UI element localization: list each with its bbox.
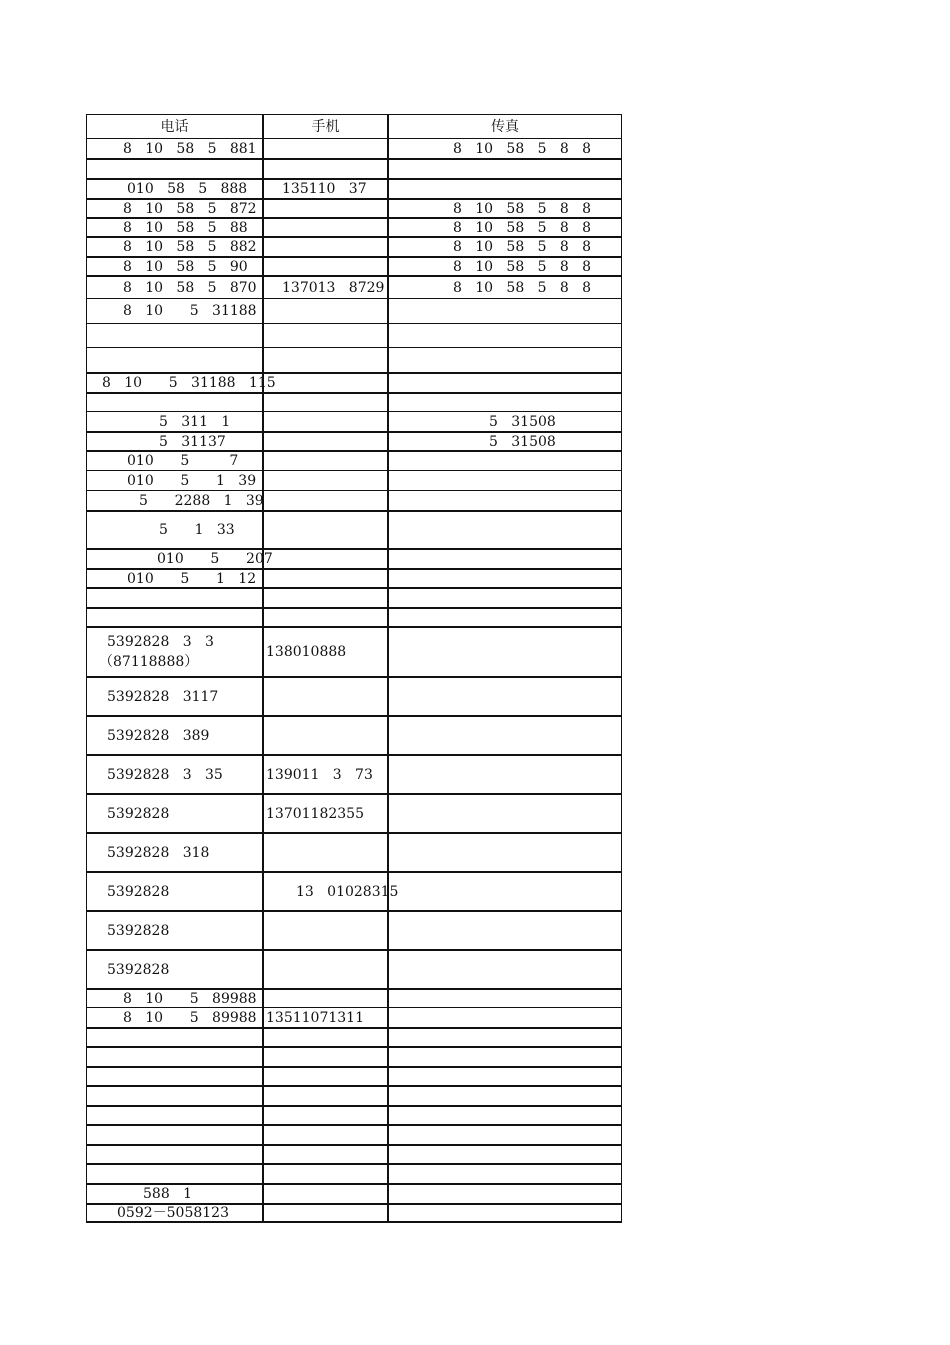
cell-fax: [387, 412, 622, 431]
cell-fax: [387, 324, 622, 347]
table-row: [86, 832, 622, 871]
phone-value: 5 2288 1 39: [139, 492, 264, 509]
cell-phone-content: [87, 453, 238, 469]
cell-phone-content: [87, 259, 248, 275]
cell-mobile: [262, 200, 387, 217]
cell-mobile: [262, 1165, 387, 1183]
cell-phone-content: [87, 239, 257, 255]
cell-mobile: [262, 1029, 387, 1046]
cell-phone: [86, 1068, 262, 1085]
cell-phone-content: [87, 1010, 257, 1026]
header-fax-label: 传真: [491, 118, 519, 135]
cell-fax-content: [389, 141, 591, 157]
cell-phone-content: [87, 303, 257, 319]
cell-fax: [387, 795, 622, 832]
cell-phone-content: [87, 571, 256, 587]
fax-value: 8 10 58 5 8 8: [453, 258, 592, 275]
cell-phone: [86, 471, 262, 490]
cell-fax: [387, 258, 622, 275]
table-row: [86, 1066, 622, 1085]
cell-phone: [86, 609, 262, 626]
cell-phone: [86, 951, 262, 988]
cell-mobile: [262, 609, 387, 626]
cell-fax-content: [389, 434, 556, 450]
fax-value: 8 10 58 5 8 8: [453, 279, 592, 296]
cell-mobile: [262, 452, 387, 470]
fax-value: 8 10 58 5 8 8: [453, 239, 592, 255]
cell-fax: [387, 348, 622, 372]
cell-fax-content: [389, 220, 591, 236]
cell-mobile: [262, 512, 387, 548]
table-row: [86, 431, 622, 450]
cell-fax: [387, 1029, 622, 1046]
cell-mobile: [262, 1087, 387, 1105]
cell-fax: [387, 834, 622, 871]
cell-phone-content: [87, 767, 223, 783]
cell-phone: [86, 628, 262, 676]
cell-mobile: [262, 756, 387, 793]
phone-value: 5 31137: [159, 433, 226, 450]
cell-phone-content: [87, 181, 247, 197]
table-row: [86, 715, 622, 754]
cell-phone: [86, 277, 262, 298]
mobile-value: 138010888: [266, 644, 347, 660]
cell-mobile: [262, 717, 387, 754]
table-row: [86, 450, 622, 470]
phone-value: 8 10 58 5 872: [123, 200, 257, 217]
cell-fax: [387, 756, 622, 793]
cell-mobile: [262, 873, 399, 910]
cell-mobile: [262, 299, 387, 323]
table-row: [86, 1183, 622, 1203]
phone-secondary-value: （87118888）: [99, 654, 199, 670]
table-row: [86, 236, 622, 256]
phone-value: 8 10 5 31188: [123, 303, 257, 319]
cell-phone: [86, 1205, 262, 1221]
header-mobile-label: 手机: [311, 118, 340, 135]
table-row: [86, 217, 622, 236]
cell-fax-content: [389, 280, 591, 296]
contact-table: [86, 114, 622, 1223]
cell-phone-content: [87, 220, 248, 236]
fax-value: 8 10 58 5 8 8: [453, 200, 592, 217]
cell-fax: [387, 1008, 622, 1027]
table-row: [86, 1203, 622, 1223]
phone-value: 010 5 1 12: [127, 570, 257, 587]
phone-value: 0592－5058123: [117, 1205, 229, 1221]
cell-phone-content: [87, 884, 169, 900]
cell-phone: [86, 139, 262, 158]
cell-fax: [387, 219, 622, 236]
cell-fax: [387, 512, 622, 548]
cell-phone: [86, 717, 262, 754]
fax-value: 8 10 58 5 8 8: [453, 140, 592, 157]
cell-phone: [86, 1087, 262, 1105]
phone-value: 8 10 58 5 88: [123, 219, 248, 236]
cell-mobile: [262, 990, 387, 1007]
table-row: [86, 1007, 622, 1027]
cell-fax: [387, 990, 622, 1007]
table-row: [86, 298, 622, 323]
mobile-value: 13511071311: [266, 1009, 364, 1026]
cell-fax: [387, 951, 622, 988]
cell-mobile: [262, 1126, 387, 1144]
cell-phone: [86, 491, 262, 510]
cell-mobile: [262, 834, 387, 871]
cell-mobile: [262, 951, 387, 988]
cell-mobile-content: [264, 884, 398, 900]
table-row: [86, 871, 622, 910]
cell-phone: [86, 512, 262, 548]
cell-phone-content: [87, 280, 257, 296]
cell-fax-content: [389, 259, 591, 275]
phone-value: 5392828: [107, 922, 170, 939]
phone-value: 5 1 33: [159, 522, 235, 538]
cell-fax: [387, 1087, 622, 1105]
cell-fax: [387, 1107, 622, 1124]
cell-mobile: [262, 412, 387, 431]
cell-phone: [86, 299, 262, 323]
cell-fax-content: [389, 239, 591, 255]
phone-value: 5392828: [107, 961, 170, 978]
cell-fax: [387, 609, 622, 626]
cell-phone: [86, 678, 262, 715]
cell-phone-content: [87, 923, 169, 939]
table-row: [86, 548, 622, 568]
phone-value: 5392828 389: [107, 727, 210, 744]
mobile-value: 13 01028315: [296, 883, 399, 900]
cell-mobile-content: [264, 1010, 364, 1026]
table-row: [86, 470, 622, 490]
cell-phone: [86, 990, 262, 1007]
cell-phone-content: [87, 1186, 192, 1202]
cell-mobile: [262, 277, 387, 298]
table-row: [86, 988, 622, 1007]
cell-fax: [387, 589, 622, 607]
table-row: [86, 1144, 622, 1163]
cell-phone: [86, 394, 262, 411]
fax-value: 5 31508: [489, 433, 556, 450]
phone-value: 5392828: [107, 805, 170, 822]
cell-phone: [86, 1029, 262, 1046]
cell-mobile: [262, 795, 387, 832]
table-header-row: [86, 114, 622, 138]
phone-value: 8 10 5 89988: [123, 1009, 257, 1026]
cell-phone: [86, 1048, 262, 1066]
cell-phone: [86, 1146, 262, 1163]
cell-mobile: [262, 678, 387, 715]
cell-fax: [387, 912, 622, 949]
cell-fax: [387, 550, 622, 568]
cell-mobile-content: [264, 280, 384, 296]
cell-mobile: [262, 1107, 387, 1124]
phone-value: 8 10 58 5 881: [123, 140, 257, 157]
cell-phone: [86, 200, 262, 217]
cell-phone: [86, 834, 262, 871]
cell-fax: [387, 873, 622, 910]
cell-fax: [387, 374, 622, 392]
phone-value: 010 58 5 888: [127, 181, 248, 197]
fax-value: 5 31508: [489, 413, 556, 430]
table-row: [86, 1105, 622, 1124]
cell-fax: [387, 1068, 622, 1085]
phone-value: 5392828 3 35: [107, 766, 223, 783]
cell-fax: [387, 299, 622, 323]
table-row: [86, 1163, 622, 1183]
phone-value: 5392828: [107, 883, 170, 900]
cell-fax: [387, 180, 622, 198]
phone-value: 5392828 3 3: [107, 634, 214, 650]
table-row: [86, 1124, 622, 1144]
cell-fax: [387, 1048, 622, 1066]
phone-value: 5392828 318: [107, 844, 210, 861]
cell-mobile: [262, 912, 387, 949]
cell-fax: [387, 717, 622, 754]
header-phone: [86, 115, 262, 138]
cell-phone-content: [87, 806, 169, 822]
table-row: [86, 676, 622, 715]
phone-value: 010 5 207: [157, 551, 273, 567]
cell-mobile: [262, 394, 387, 411]
table-row: [86, 198, 622, 217]
table-row: [86, 910, 622, 949]
cell-phone: [86, 324, 262, 347]
cell-mobile: [262, 1205, 387, 1221]
cell-mobile: [262, 1185, 387, 1203]
cell-mobile: [262, 348, 387, 372]
table-row: [86, 587, 622, 607]
cell-phone-content: [87, 551, 273, 567]
cell-phone-content: [87, 434, 226, 450]
cell-phone: [86, 348, 262, 372]
table-row: [86, 411, 622, 431]
cell-phone: [86, 180, 262, 198]
cell-fax: [387, 678, 622, 715]
cell-mobile: [262, 258, 387, 275]
cell-phone-content: [87, 201, 257, 217]
cell-mobile: [262, 180, 387, 198]
table-row: [86, 949, 622, 988]
cell-phone: [86, 238, 262, 256]
cell-mobile: [262, 628, 387, 676]
cell-fax: [387, 471, 622, 490]
cell-phone-content: [87, 991, 257, 1007]
table-row: [86, 275, 622, 298]
cell-mobile: [262, 139, 387, 158]
cell-phone-content: [87, 141, 257, 157]
header-fax: [387, 115, 622, 138]
cell-fax: [387, 277, 622, 298]
table-row: [86, 372, 622, 392]
cell-phone: [86, 374, 276, 392]
cell-phone: [86, 1185, 262, 1203]
cell-phone-content: [87, 728, 209, 744]
phone-value: 8 10 5 89988: [123, 990, 257, 1007]
cell-mobile-content: [264, 181, 367, 197]
cell-fax: [387, 628, 622, 676]
cell-mobile: [262, 433, 387, 450]
table-row: [86, 793, 622, 832]
cell-phone-content: [87, 634, 214, 670]
cell-mobile: [262, 324, 387, 347]
cell-mobile: [262, 471, 387, 490]
cell-mobile: [262, 1008, 387, 1027]
cell-phone: [86, 1126, 262, 1144]
table-row: [86, 490, 622, 510]
table-row: [86, 158, 622, 178]
cell-phone: [86, 433, 262, 450]
table-row: [86, 568, 622, 587]
cell-phone: [86, 1165, 262, 1183]
table-row: [86, 1085, 622, 1105]
cell-phone: [86, 756, 262, 793]
phone-value: 8 10 58 5 870: [123, 279, 257, 296]
phone-value: 588 1: [143, 1186, 192, 1202]
phone-value: 5 311 1: [159, 413, 231, 430]
cell-mobile: [262, 374, 387, 392]
cell-mobile: [262, 219, 387, 236]
table-row: [86, 347, 622, 372]
cell-phone-content: [87, 689, 218, 705]
header-phone-label: 电话: [160, 118, 189, 135]
cell-phone-content: [87, 473, 256, 489]
mobile-value: 13701182355: [266, 805, 364, 822]
cell-phone-content: [87, 1205, 229, 1221]
cell-phone: [86, 452, 262, 470]
table-row: [86, 626, 622, 676]
phone-value: 010 5 7: [127, 453, 239, 469]
cell-mobile-content: [264, 767, 373, 783]
table-row: [86, 392, 622, 411]
table-row: [86, 1027, 622, 1046]
table-row: [86, 323, 622, 347]
cell-fax: [387, 139, 622, 158]
cell-phone: [86, 412, 262, 431]
cell-phone: [86, 873, 262, 910]
cell-phone-content: [87, 493, 264, 509]
mobile-value: 135110 37: [282, 181, 367, 197]
cell-phone: [86, 1008, 262, 1027]
table-row: [86, 1046, 622, 1066]
cell-fax: [387, 452, 622, 470]
table-row: [86, 607, 622, 626]
cell-mobile: [262, 1146, 387, 1163]
cell-phone: [86, 795, 262, 832]
cell-fax-content: [389, 201, 591, 217]
cell-mobile: [262, 589, 387, 607]
table-row: [86, 510, 622, 548]
cell-mobile: [262, 491, 387, 510]
cell-phone-content: [87, 375, 276, 391]
cell-phone-content: [87, 522, 235, 538]
phone-value: 010 5 1 39: [127, 472, 257, 489]
cell-phone: [86, 1107, 262, 1124]
cell-fax: [387, 491, 622, 510]
table-row: [86, 138, 622, 158]
table-row: [86, 256, 622, 275]
cell-fax: [387, 1205, 622, 1221]
mobile-value: 137013 8729: [282, 279, 385, 296]
phone-value: 8 10 58 5 90: [123, 258, 248, 275]
cell-fax: [387, 160, 622, 178]
cell-mobile: [262, 570, 387, 587]
mobile-value: 139011 3 73: [266, 766, 373, 783]
cell-fax: [387, 1185, 622, 1203]
cell-fax: [387, 200, 622, 217]
cell-fax: [387, 1165, 622, 1183]
cell-fax: [387, 1146, 622, 1163]
header-mobile: [262, 115, 387, 138]
cell-mobile: [262, 1068, 387, 1085]
cell-fax: [387, 433, 622, 450]
cell-mobile-content: [264, 644, 346, 660]
cell-fax: [387, 238, 622, 256]
cell-phone-content: [87, 845, 209, 861]
cell-mobile: [262, 1048, 387, 1066]
table-row: [86, 754, 622, 793]
cell-mobile: [262, 160, 387, 178]
cell-fax-content: [389, 414, 556, 430]
cell-fax: [387, 1126, 622, 1144]
cell-phone: [86, 258, 262, 275]
cell-phone-content: [87, 962, 169, 978]
cell-mobile: [262, 238, 387, 256]
phone-value: 5392828 3117: [107, 688, 219, 705]
cell-mobile-content: [264, 806, 364, 822]
cell-phone: [86, 160, 262, 178]
phone-value: 8 10 58 5 882: [123, 239, 257, 255]
cell-phone: [86, 570, 262, 587]
cell-fax: [387, 394, 622, 411]
cell-phone: [86, 219, 262, 236]
fax-value: 8 10 58 5 8 8: [453, 219, 592, 236]
cell-fax: [387, 570, 622, 587]
cell-phone-content: [87, 414, 230, 430]
cell-phone: [86, 589, 262, 607]
cell-phone: [86, 912, 262, 949]
phone-value: 8 10 5 31188 115: [102, 375, 276, 391]
cell-mobile: [262, 550, 387, 568]
cell-phone: [86, 550, 273, 568]
table-row: [86, 178, 622, 198]
